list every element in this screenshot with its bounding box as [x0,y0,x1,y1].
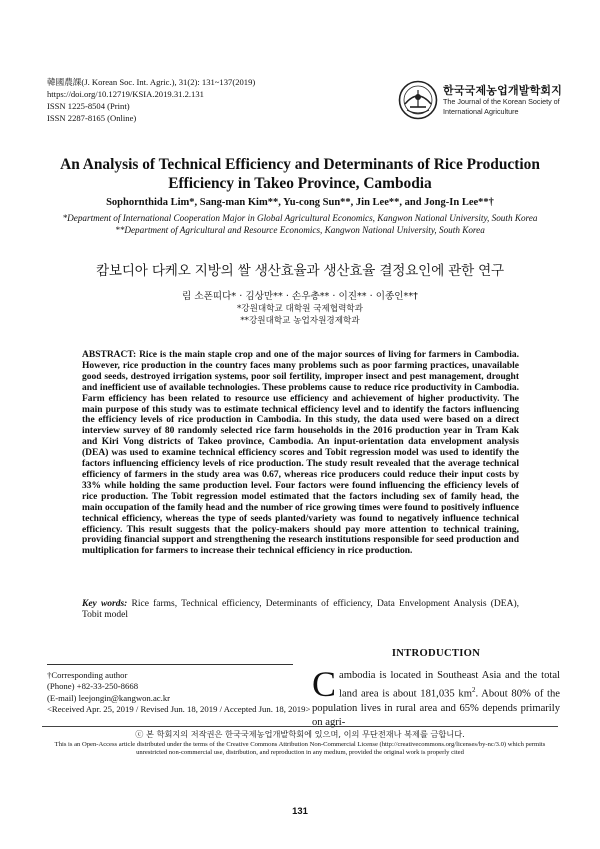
affiliation-1: *Department of International Cooperation Major in Global Agricultural Economics, Kangwon National University, South Korea [62,213,538,223]
keywords [82,599,519,621]
journal-header [47,76,347,124]
submission-dates: <Received Apr. 25, 2019 / Revised Jun. 18, 2019 / Accepted Jun. 18, 2019> [47,704,311,715]
corresponding-email[interactable]: (E-mail) leejongin@kangwon.ac.kr [47,692,171,703]
affiliation-2: **Department of Agricultural and Resource Economics, Kangwon National University, South Korea [115,225,485,235]
introduction-text-1: ambodia is located in Southeast Asia and the total land area is about 181,035 km [339,670,560,700]
abstract [82,350,519,557]
paper-title: An Analysis of Technical Efficiency and Determinants of Rice Production Efficiency in Takeo Province, Cambodia [60,156,540,192]
society-logo-icon [398,80,438,120]
superscript-2: 2 [471,686,476,695]
affiliations-korean [80,304,520,327]
society-name-english: The Journal of the Korean Society of International Agriculture [443,97,560,116]
society-name-korean: 한국국제농업개발학회지 [443,84,563,97]
license-english: This is an Open-Access article distributed under the terms of the Creative Commons Attribution Non-Commercial License (http://creativecommons.org/licenses/by-nc/3.0) which permits unrestricted non-commercial use, distribution, and reproduction in any medium, provided the original work is properly cited [54,741,546,757]
paper-title-korean: 캄보디아 다케오 지방의 쌀 생산효율과 생산효율 결정요인에 관한 연구 [96,263,504,279]
corresponding-phone: (Phone) +82-33-250-8668 [47,681,139,692]
author-list: Sophornthida Lim*, Sang-man Kim**, Yu-cong Sun**, Jin Lee**, and Jong-In Lee**† [106,197,494,208]
doi-link[interactable]: https://doi.org/10.12719/KSIA.2019.31.2.131 [47,89,204,99]
footnote-divider [47,664,293,665]
keywords-label: Key words: [82,599,128,609]
journal-citation: 韓國農課(J. Korean Soc. Int. Agric.), 31(2): 131~137(2019) [47,77,256,87]
affiliations [30,212,570,236]
introduction-heading: INTRODUCTION [391,648,481,659]
abstract-text: Rice is the main staple crop and one of the major sources of living for farmers in Cambodia. However, rice production in the country faces many problems such as poor farming practices, unavailable good seeds, destroyed irrigation systems, poor soil fertility, improper insect and pest management, drought and inefficient use of available technologies. These problems cause to reduce rice productivity in Cambodia. Farm efficiency has been related to resource use efficiency and achievement of higher productivity. The main purpose of this study was to estimate technical efficiency level and to identify the factors influencing the efficiency levels of rice production in Cambodia. In this study, the data used were based on a direct interview survey of 80 randomly selected rice farm households in the 2016 production year in Tram Kak and Kiri Vong districts of Takeo province, Cambodia. An input-orientation data envelopment analysis (DEA) was used to examine technical efficiency scores and Tobit regression model was used to identify the factors influencing efficiency levels of rice production. The study result revealed that the average technical efficiency of farmers in the study area was 0.67, whereas rice producers could reduce their input costs by 33% while holding the same production level. Four factors were found influencing the efficiency levels of rice production. The Tobit regression model estimated that the factors including sex of family head, the main occupation of the family head and the number of rice growing times were found to positively influence technical efficiency, whereas the type of seeds planted/variety was found to negatively influence technical efficiency. This result suggests that the policy-makers should pay more attention to technical training, providing financial support and strengthening the research institutions responsible for seed production and multiplication for farmers to increase their technical efficiency in rice production. [82,350,520,557]
introduction-body [312,664,561,730]
introduction-text-2: . About 80% of the population lives in rural area and 65% depends primarily on agri- [312,688,561,729]
dropcap-letter: C [312,664,337,704]
corresponding-label: †Corresponding author [47,670,128,680]
affiliation-korean-2: **강원대학교 농업자원경제학과 [240,315,360,326]
issn-print: ISSN 1225-8504 (Print) [47,101,130,111]
keywords-text: Rice farms, Technical efficiency, Determinants of efficiency, Data Envelopment Analysis (DEA), Tobit model [82,599,519,620]
copyright-korean: ⓒ 본 학회지의 저작권은 한국국제농업개발학회에 있으며, 이의 무단전재나 복제를 금합니다. [135,729,465,739]
issn-online: ISSN 2287-8165 (Online) [47,113,137,123]
abstract-label: ABSTRACT: [82,350,137,360]
author-list-korean: 림 소폰띠다* · 김상만** · 손우총** · 이진** · 이종인**† [182,291,418,302]
affiliation-korean-1: *강원대학교 대학원 국제협력학과 [237,304,363,314]
page-number: 131 [292,805,308,816]
corresponding-author [47,670,311,716]
